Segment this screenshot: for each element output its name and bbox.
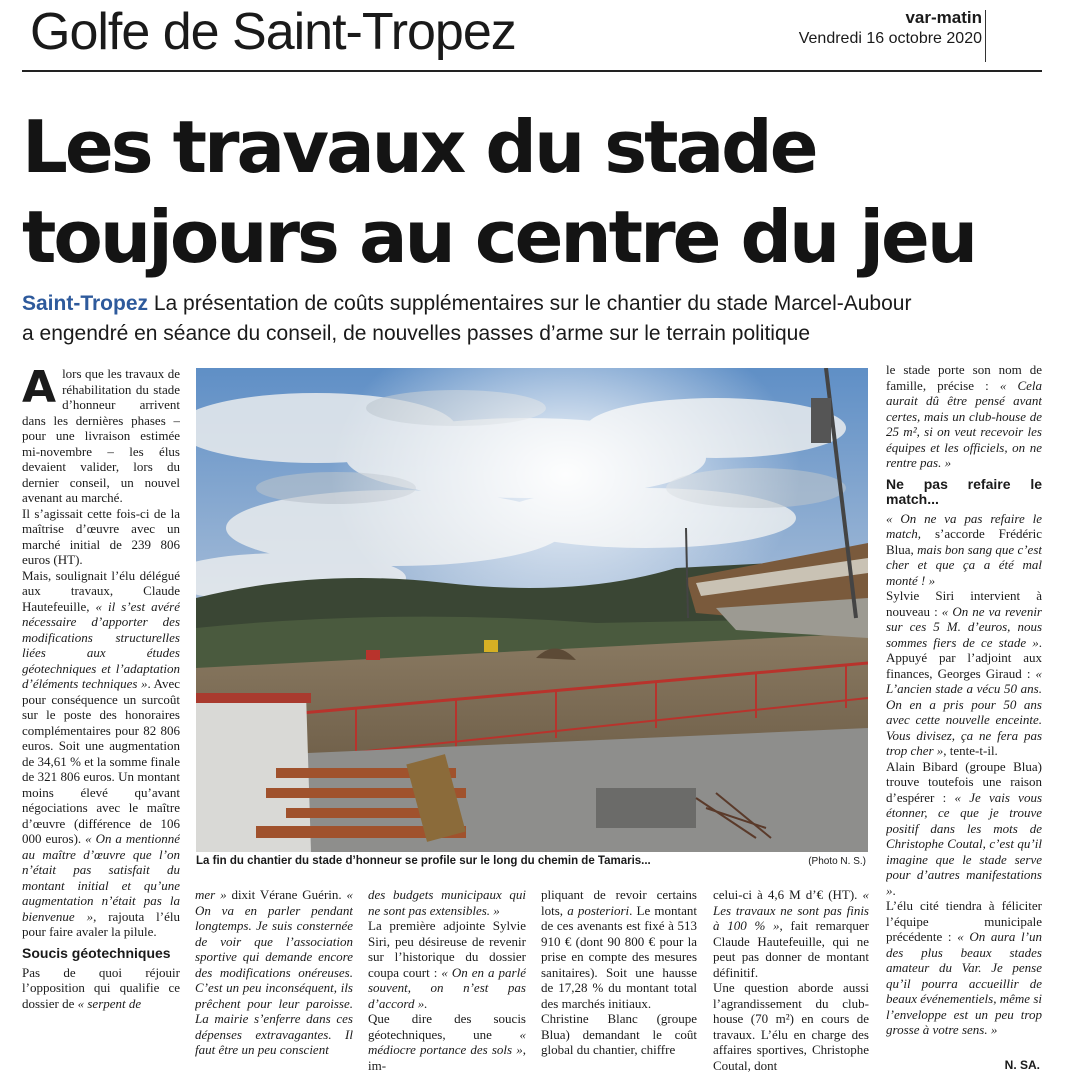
quote-portance: « médiocre portance des sols » [368, 1026, 526, 1057]
column-3 [368, 887, 526, 1077]
quote-guerin: « On va en parler pendant longtemps. Je suis consternée de voir que l’association sportive qui demande encore des modifications onéreuses. C’est un peu inconséquent, ils prêchent pour leur paroisse. La mairie s’enferre dans ces dépenses extravagantes. Il faut être un peu conscient [195, 887, 353, 1057]
col6-felicite: L’élu cité tiendra à féliciter l’équipe municipale précédente : [886, 898, 1042, 944]
quote-travaux: « Les travaux ne sont pas finis à 100 % » [713, 887, 869, 933]
quote-siri-2: « On ne va revenir sur ces 5 M. d’euros, nous sommes fiers de ce stade » [886, 603, 1042, 650]
quote-maitre-oeuvre: « On a mentionné au maître d’œuvre que l’on n’était pas satisfait du montant initial et qu’une augmentation n’était pas la bienvenue » [22, 831, 180, 924]
quote-hautefeuille: « il s’est avéré nécessaire d’apporter des modifications structurelles liées aux études géotechniques et l’adaptation d’éléments techniques » [22, 598, 180, 691]
column-6 [886, 362, 1042, 1062]
col6-stade: le stade porte son nom de famille, précise : [886, 362, 1042, 393]
col4-blanc: Christine Blanc (groupe Blua) demandant le coût global du chantier, chiffre [541, 1011, 697, 1057]
headline [22, 102, 1052, 282]
newspaper-name: var-matin [905, 8, 982, 27]
subhead-soucis: Soucis géotechniques [22, 944, 171, 961]
quote-siri-1: « On en a parlé souvent, on n’est pas d’accord ». [368, 964, 526, 1011]
author-signature: N. SA. [1004, 1058, 1040, 1072]
col3-siri: La première adjointe Sylvie Siri, peu désireuse de revenir sur l’historique du dossier coupa court : [368, 918, 526, 980]
quote-giraud: « L’ancien stade a vécu 50 ans. On en a pris pour 50 ans avec cette nouvelle enceinte. Vous divisez, ça ne fera pas trop cher » [886, 665, 1042, 758]
drop-cap: A [22, 366, 57, 413]
col6-period: . [892, 882, 896, 898]
stadium-construction-image [196, 368, 868, 852]
col3-im: , im- [368, 1042, 526, 1073]
col3-quote-end: des budgets municipaux qui ne sont pas extensibles. » [368, 887, 526, 918]
quote-final: « On aura l’un des plus beaux stades amateur du Var. Je pense qu’il pourra accueillir de beaux événementiels, même si l’enveloppe est un peu trop grosse à votre sens. » [886, 929, 1042, 1037]
col1-para-4a: Pas de quoi réjouir l’opposition qui qualifie ce dossier de [22, 964, 180, 1011]
col4-lots: pliquant de revoir certains lots, [541, 887, 697, 918]
publication-date: Vendredi 16 octobre 2020 [798, 30, 982, 47]
col1-para-3a: Mais, soulignait l’élu délégué aux travaux, Claude Hautefeuille, [22, 567, 180, 614]
header-rule [22, 70, 1042, 72]
col1-para-3e: , rajouta l’élu pour faire avaler la pilule. [22, 908, 180, 939]
col6-tente: , tente-t-il. [943, 743, 998, 758]
col6-giraud: . Appuyé par l’adjoint aux finances, Georges Giraud : [886, 634, 1042, 681]
col4-posteriori: a posteriori [567, 902, 630, 918]
section-title: Golfe de Saint-Tropez [30, 3, 516, 61]
quote-bibard: « Je vais vous étonner, ce que je trouve positif dans les mots de Christophe Coutal, c’est qu’il imagine que le stade serve pour d’autres manifestations » [886, 789, 1042, 898]
col6-blua: s’accorde Frédéric Blua, [886, 526, 1042, 557]
quote-blua-1: « On ne va pas refaire le match, [886, 510, 1042, 541]
col1-para-1: lors que les travaux de réhabilitation du stade d’honneur arrivent dans les dernières phases – pour une livraison estimée mi-novembre – les élus devaient valider, lors du dernier conseil, un nouvel avenant au marché. [22, 366, 180, 505]
deck [22, 289, 1052, 349]
col6-siri: Sylvie Siri intervient à nouveau : [886, 588, 1042, 619]
column-2 [195, 887, 353, 1077]
col4-montant: . Le montant de ces avenants est fixé à 513 910 € (dont 90 800 € pour la prise en compte des mesures sanitaires). Soit une hausse de 17,28 % du montant total des marchés initiaux. [541, 902, 697, 1011]
photo-caption [196, 855, 868, 867]
col5-clubhouse: Une question aborde aussi l’agrandissement du club-house (70 m²) en cours de travaux. L’élu en charge des affaires sportives, Christophe Coutal, dont [713, 980, 869, 1073]
photo-credit: (Photo N. S.) [808, 856, 866, 867]
column-5 [713, 887, 869, 1077]
col2-attribution: dixit Vérane Guérin. [226, 887, 347, 902]
column-1 [22, 366, 180, 1076]
stadium-photo [196, 368, 868, 852]
location-label: Saint-Tropez [22, 292, 149, 315]
quote-coutal: « Cela aurait dû être pensé avant certes, mais un club-house de 25 m², si on veut recevoir les équipes et les officiels, on ne rentre pas. » [886, 377, 1042, 470]
col6-bibard: Alain Bibard (groupe Blua) trouve toutefois une raison d’espérer : [886, 758, 1042, 805]
col5-cout: celui-ci à 4,6 M d’€ (HT). [713, 887, 863, 902]
caption-text: La fin du chantier du stade d’honneur se profile sur le long du chemin de Tamaris... [196, 855, 651, 867]
col1-para-4b: « serpent de [77, 995, 142, 1011]
subhead-match: Ne pas refaire le match... [886, 475, 1042, 507]
deck-line-1: La présentation de coûts supplémentaires sur le chantier du stade Marcel-Aubour [153, 292, 912, 315]
col1-para-2: Il s’agissait cette fois-ci de la maîtrise d’œuvre avec un marché initial de 239 806 euros (HT). [22, 505, 180, 567]
header-divider [985, 10, 986, 62]
column-4 [541, 887, 697, 1077]
quote-blua-2: mais bon sang que c’est cher et que ça a été mal monté ! » [886, 541, 1042, 588]
headline-line-2: toujours au centre du jeu [22, 195, 976, 279]
col3-soucis: Que dire des soucis géotechniques, une [368, 1011, 526, 1042]
col2-quote-end: mer » [195, 887, 227, 902]
col5-hautefeuille: , fait remarquer Claude Hautefeuille, qui ne peut pas donner de montant définitif. [713, 918, 869, 980]
deck-line-2: a engendré en séance du conseil, de nouvelles passes d’arme sur le terrain politique [22, 322, 810, 345]
col1-para-3c: . Avec pour conséquence un surcoût sur le poste des honoraires complémentaires pour 82 806 euros. Soit une augmentation de 34,61 % et la somme finale de 321 806 euros. Un montant moins élevé qu’avant négociations avec le maître d’œuvre (différence de 106 000 euros). [22, 676, 180, 846]
headline-line-1: Les travaux du stade [22, 105, 816, 189]
